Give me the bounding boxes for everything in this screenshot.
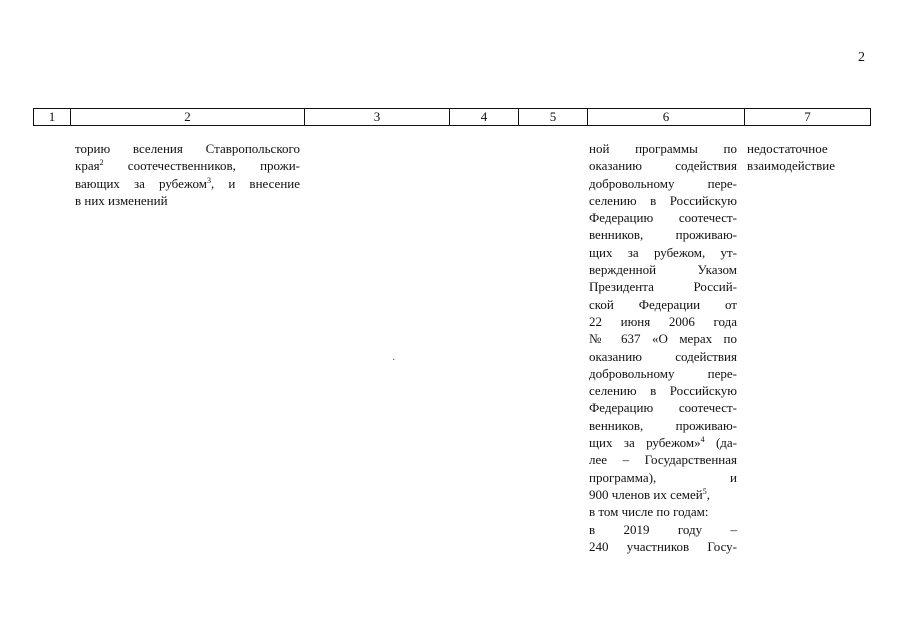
text-line: 240 участников Госу- bbox=[589, 538, 737, 554]
text-line: лее – Государственная bbox=[589, 452, 737, 468]
footnote-ref: 4 bbox=[700, 435, 705, 445]
text-line: недостаточное bbox=[747, 141, 828, 156]
text-line: 900 членов их семей$^5$, bbox=[589, 486, 710, 502]
column-number-header bbox=[33, 108, 871, 126]
text-line: ской Федерации от bbox=[589, 296, 737, 312]
text-line: оказанию содействия bbox=[589, 158, 737, 174]
column-number-2: 2 bbox=[71, 109, 305, 126]
footnote-ref: 2 bbox=[99, 158, 104, 168]
text-line: селению в Российскую bbox=[589, 192, 737, 208]
text-line: щих за рубежом, ут- bbox=[589, 244, 737, 260]
scan-speck: · bbox=[392, 355, 396, 366]
footnote-ref: 5 bbox=[702, 486, 707, 496]
text-line: программа), и bbox=[589, 469, 737, 485]
column-number-5: 5 bbox=[519, 109, 588, 126]
text-line: венников, проживаю- bbox=[589, 227, 737, 243]
column-2-text bbox=[75, 140, 300, 209]
text-line: вержденной Указом bbox=[589, 262, 737, 278]
text-line: Федерацию соотечест- bbox=[589, 210, 737, 226]
page-number: 2 bbox=[858, 50, 865, 65]
text-line: вающих за рубежом$^3$, и внесение bbox=[75, 175, 300, 191]
column-number-6: 6 bbox=[588, 109, 745, 126]
column-7-text bbox=[747, 140, 867, 175]
text-line: № 637 «О мерах по bbox=[589, 331, 737, 347]
text-line: в них изменений bbox=[75, 192, 168, 208]
text-line: взаимодействие bbox=[747, 158, 836, 174]
text-line: торию вселения Ставропольского bbox=[75, 141, 300, 156]
text-line: Президента Россий- bbox=[589, 279, 737, 295]
text-line: 22 июня 2006 года bbox=[589, 313, 737, 329]
column-number-4: 4 bbox=[450, 109, 519, 126]
column-6-text bbox=[589, 140, 737, 555]
column-number-3: 3 bbox=[305, 109, 450, 126]
text-line: добровольному пере- bbox=[589, 365, 737, 381]
text-line: добровольному пере- bbox=[589, 175, 737, 191]
column-number-1: 1 bbox=[34, 109, 71, 126]
footnote-ref: 3 bbox=[207, 175, 212, 185]
text-line: ной программы по bbox=[589, 141, 737, 156]
text-line: оказанию содействия bbox=[589, 348, 737, 364]
text-line: щих за рубежом»$^4$ (да- bbox=[589, 435, 737, 451]
text-line: венников, проживаю- bbox=[589, 417, 737, 433]
text-line: края$^2$ соотечественников, прожи- bbox=[75, 158, 300, 174]
text-line: селению в Российскую bbox=[589, 383, 737, 399]
text-line: в том числе по годам: bbox=[589, 504, 709, 520]
text-line: Федерацию соотечест- bbox=[589, 400, 737, 416]
column-number-7: 7 bbox=[745, 109, 871, 126]
text-line: в 2019 году – bbox=[589, 521, 737, 537]
